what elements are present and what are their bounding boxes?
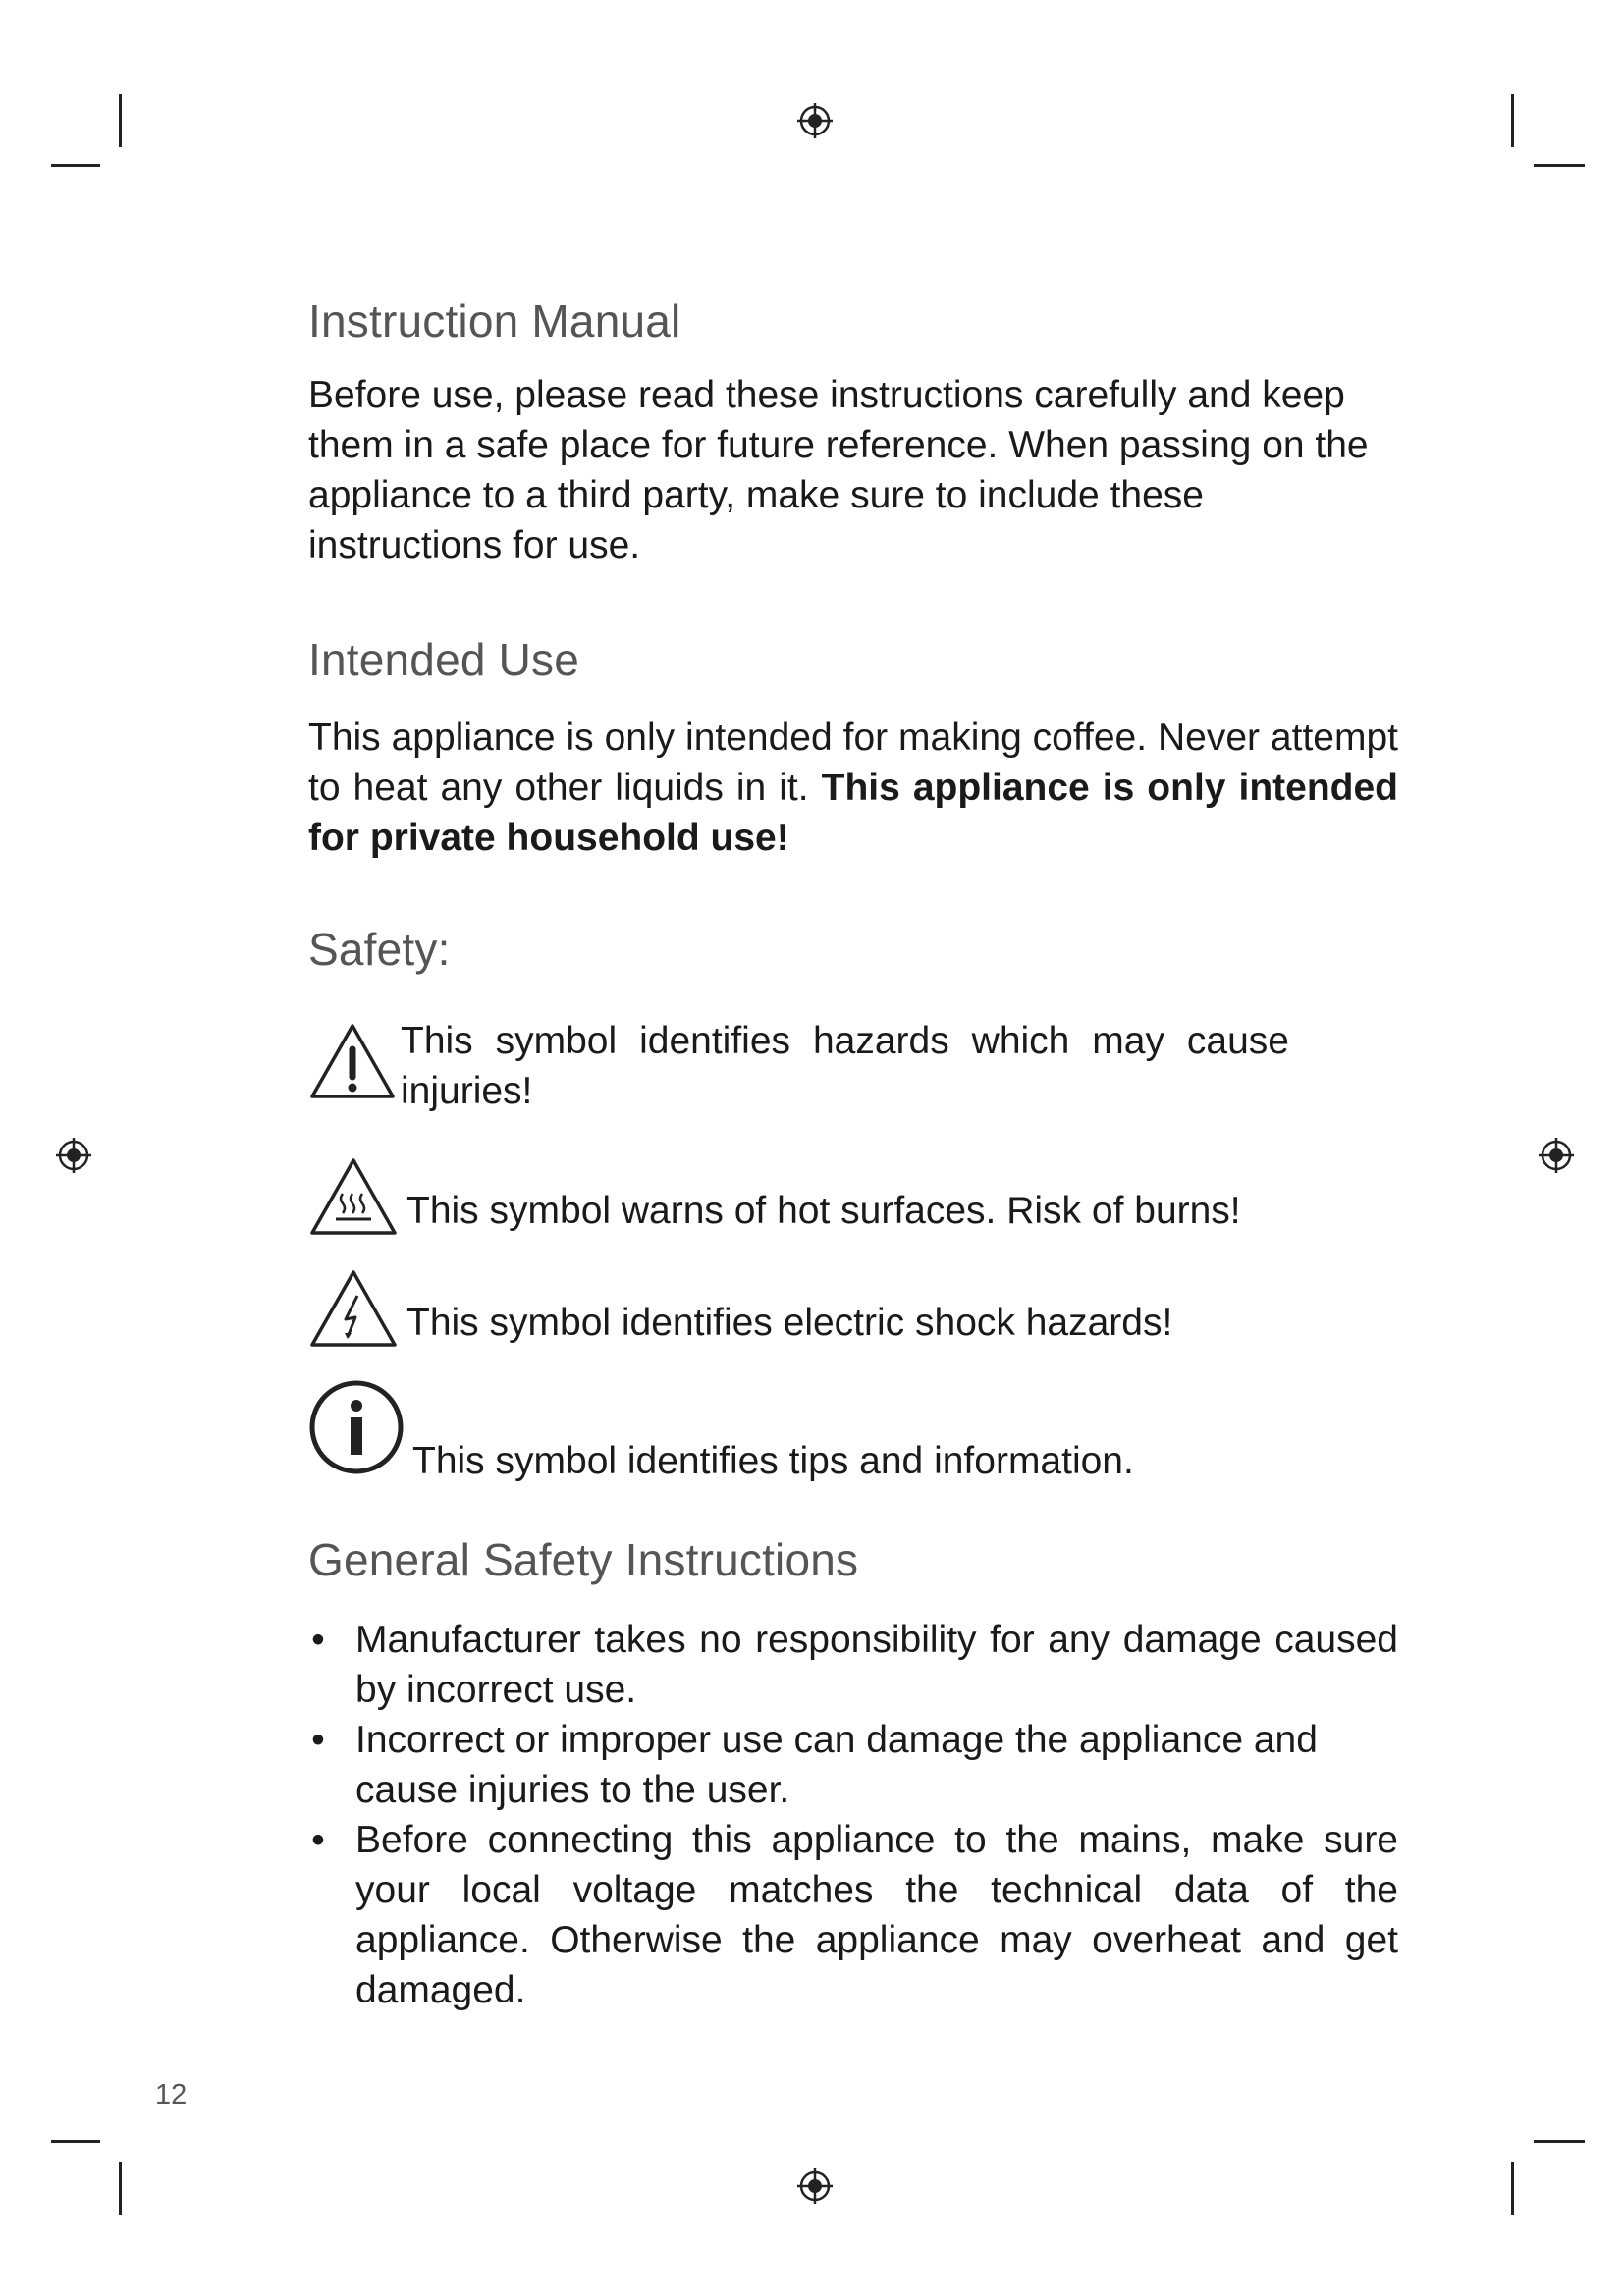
hot-surface-icon — [308, 1156, 399, 1237]
list-item — [308, 1715, 1398, 1815]
registration-mark-icon — [54, 1136, 93, 1175]
intended-use-emphasis: This appliance is only intended for private household use! — [308, 767, 1398, 860]
instruction-manual-body: Before use, please read these instructions carefully and keep them in a safe place for future reference. When passing on the appliance to a third party, make sure to include these instructions for use. — [308, 374, 1369, 567]
safety-symbol-item — [308, 1268, 1398, 1357]
safety-section — [308, 923, 1398, 977]
crop-mark-top-left-vertical — [119, 94, 122, 147]
bullet-glyph: • — [311, 1819, 325, 1862]
registration-mark-icon — [795, 101, 835, 140]
safety-symbol-text: This symbol identifies tips and information. — [412, 1440, 1134, 1482]
list-item-text: Incorrect or improper use can damage the appliance and cause injuries to the user. — [355, 1719, 1318, 1812]
safety-symbol-text: This symbol warns of hot surfaces. Risk of burns! — [406, 1190, 1241, 1232]
warning-exclamation-icon — [308, 1022, 397, 1100]
instruction-manual-section — [308, 294, 1398, 570]
crop-mark-bottom-right-horizontal — [1534, 2140, 1585, 2143]
electric-shock-icon — [308, 1268, 399, 1349]
bullet-glyph: • — [311, 1719, 325, 1762]
crop-mark-top-right-horizontal — [1534, 164, 1585, 167]
list-item-text: Manufacturer takes no responsibility for any damage caused by incorrect use. — [355, 1619, 1398, 1712]
general-safety-section — [308, 1533, 1398, 2015]
intended-use-text: This appliance is only intended for making coffee. Never attempt to heat any other liquids in it. — [308, 717, 1398, 810]
intended-use-section — [308, 633, 1398, 863]
section-heading: Intended Use — [308, 634, 580, 685]
safety-symbol-item — [308, 1379, 1398, 1497]
general-safety-list — [308, 1615, 1398, 2015]
crop-mark-top-right-vertical — [1511, 94, 1514, 147]
list-item-text: Before connecting this appliance to the mains, make sure your local voltage matches the technical data of the appliance. Otherwise the appliance may overheat and get damaged. — [355, 1819, 1398, 2012]
crop-mark-bottom-left-horizontal — [51, 2140, 100, 2143]
section-heading: General Safety Instructions — [308, 1534, 859, 1585]
safety-symbol-item — [308, 1156, 1398, 1245]
crop-mark-bottom-left-vertical — [119, 2162, 122, 2215]
intended-use-body — [308, 713, 1398, 863]
bullet-glyph: • — [311, 1619, 325, 1662]
page-number: 12 — [155, 2079, 188, 2110]
registration-mark-icon — [795, 2166, 835, 2206]
safety-symbol-item — [308, 1016, 1398, 1124]
registration-mark-icon — [1537, 1136, 1576, 1175]
list-item — [308, 1815, 1398, 2015]
list-item — [308, 1615, 1398, 1715]
section-heading: Safety: — [308, 924, 451, 975]
safety-symbol-text: This symbol identifies electric shock hazards! — [406, 1302, 1173, 1344]
safety-symbol-text: This symbol identifies hazards which may cause injuries! — [401, 1020, 1289, 1112]
info-icon — [308, 1379, 405, 1475]
section-heading: Instruction Manual — [308, 295, 681, 347]
crop-mark-bottom-right-vertical — [1511, 2162, 1514, 2215]
crop-mark-top-left-horizontal — [51, 164, 100, 167]
